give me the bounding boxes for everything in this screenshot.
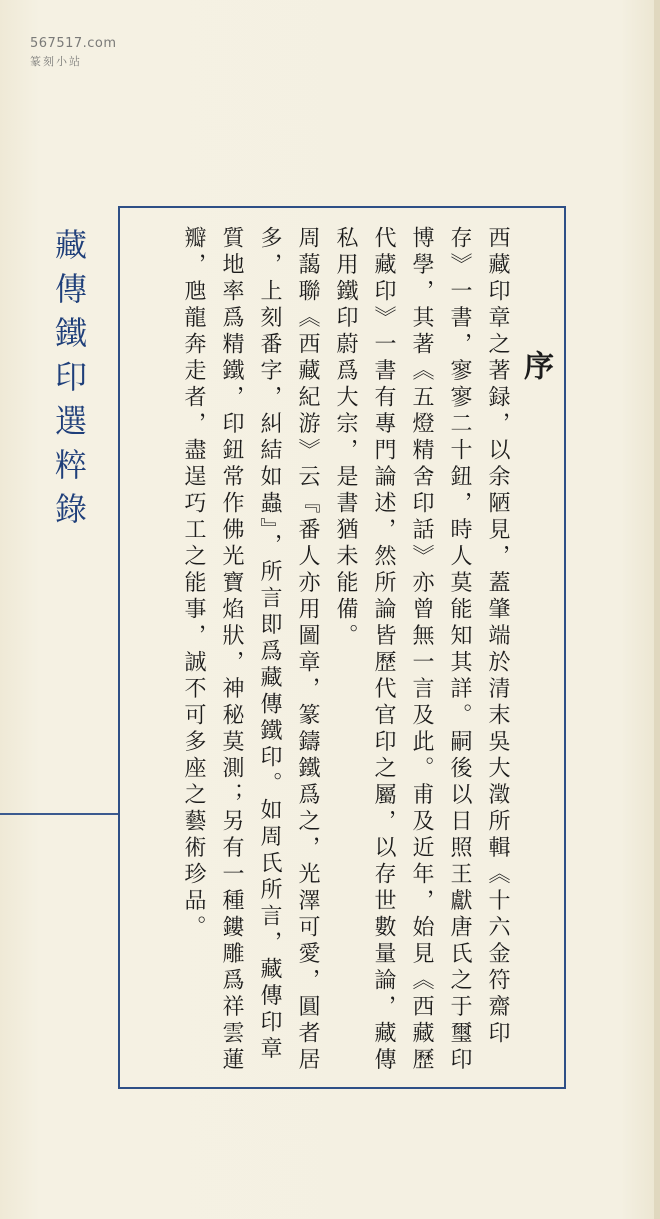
title-divider-rule: [0, 813, 118, 815]
watermark: [30, 36, 117, 69]
preface-frame: [118, 206, 566, 1089]
watermark-site: 567517.com: [30, 36, 117, 51]
page-edge: [654, 0, 660, 1219]
preface-paragraph: 西藏印章之著録，以余陋見，蓋肇端於清末吳大澂所輯《十六金符齋印存》一書，寥寥二十鈕，時人莫能知其詳。嗣後以日照王獻唐氏之于璽印博學，其著《五燈精舍印話》亦曾無一言及此。甫及近年，始見《西藏歷代藏印》一書有專門論述，然所論皆歷代官印之屬，以存世數量論，藏傳私用鐵印蔚爲大宗，是書猶未能備。: [333, 226, 510, 1074]
book-title: 藏傳鐵印選粹錄: [50, 228, 88, 536]
watermark-subtitle: 篆刻小站: [30, 55, 82, 68]
preface-heading: 序: [518, 350, 553, 380]
preface-paragraph: 周藹聯《西藏紀游》云『番人亦用圖章，篆鑄鐵爲之，光澤可愛，圓者居多，上刻番字，糾結如蟲』，所言即爲藏傳鐵印。如周氏所言，藏傳印章質地率爲精鐵，印鈕常作佛光寶焰狀，神秘莫測；另有一種鏤雕爲祥雲蓮瓣，虺龍奔走者，盡逞巧工之能事，誠不可多座之藝術珍品。: [181, 226, 320, 1074]
preface-text: [132, 226, 554, 1075]
